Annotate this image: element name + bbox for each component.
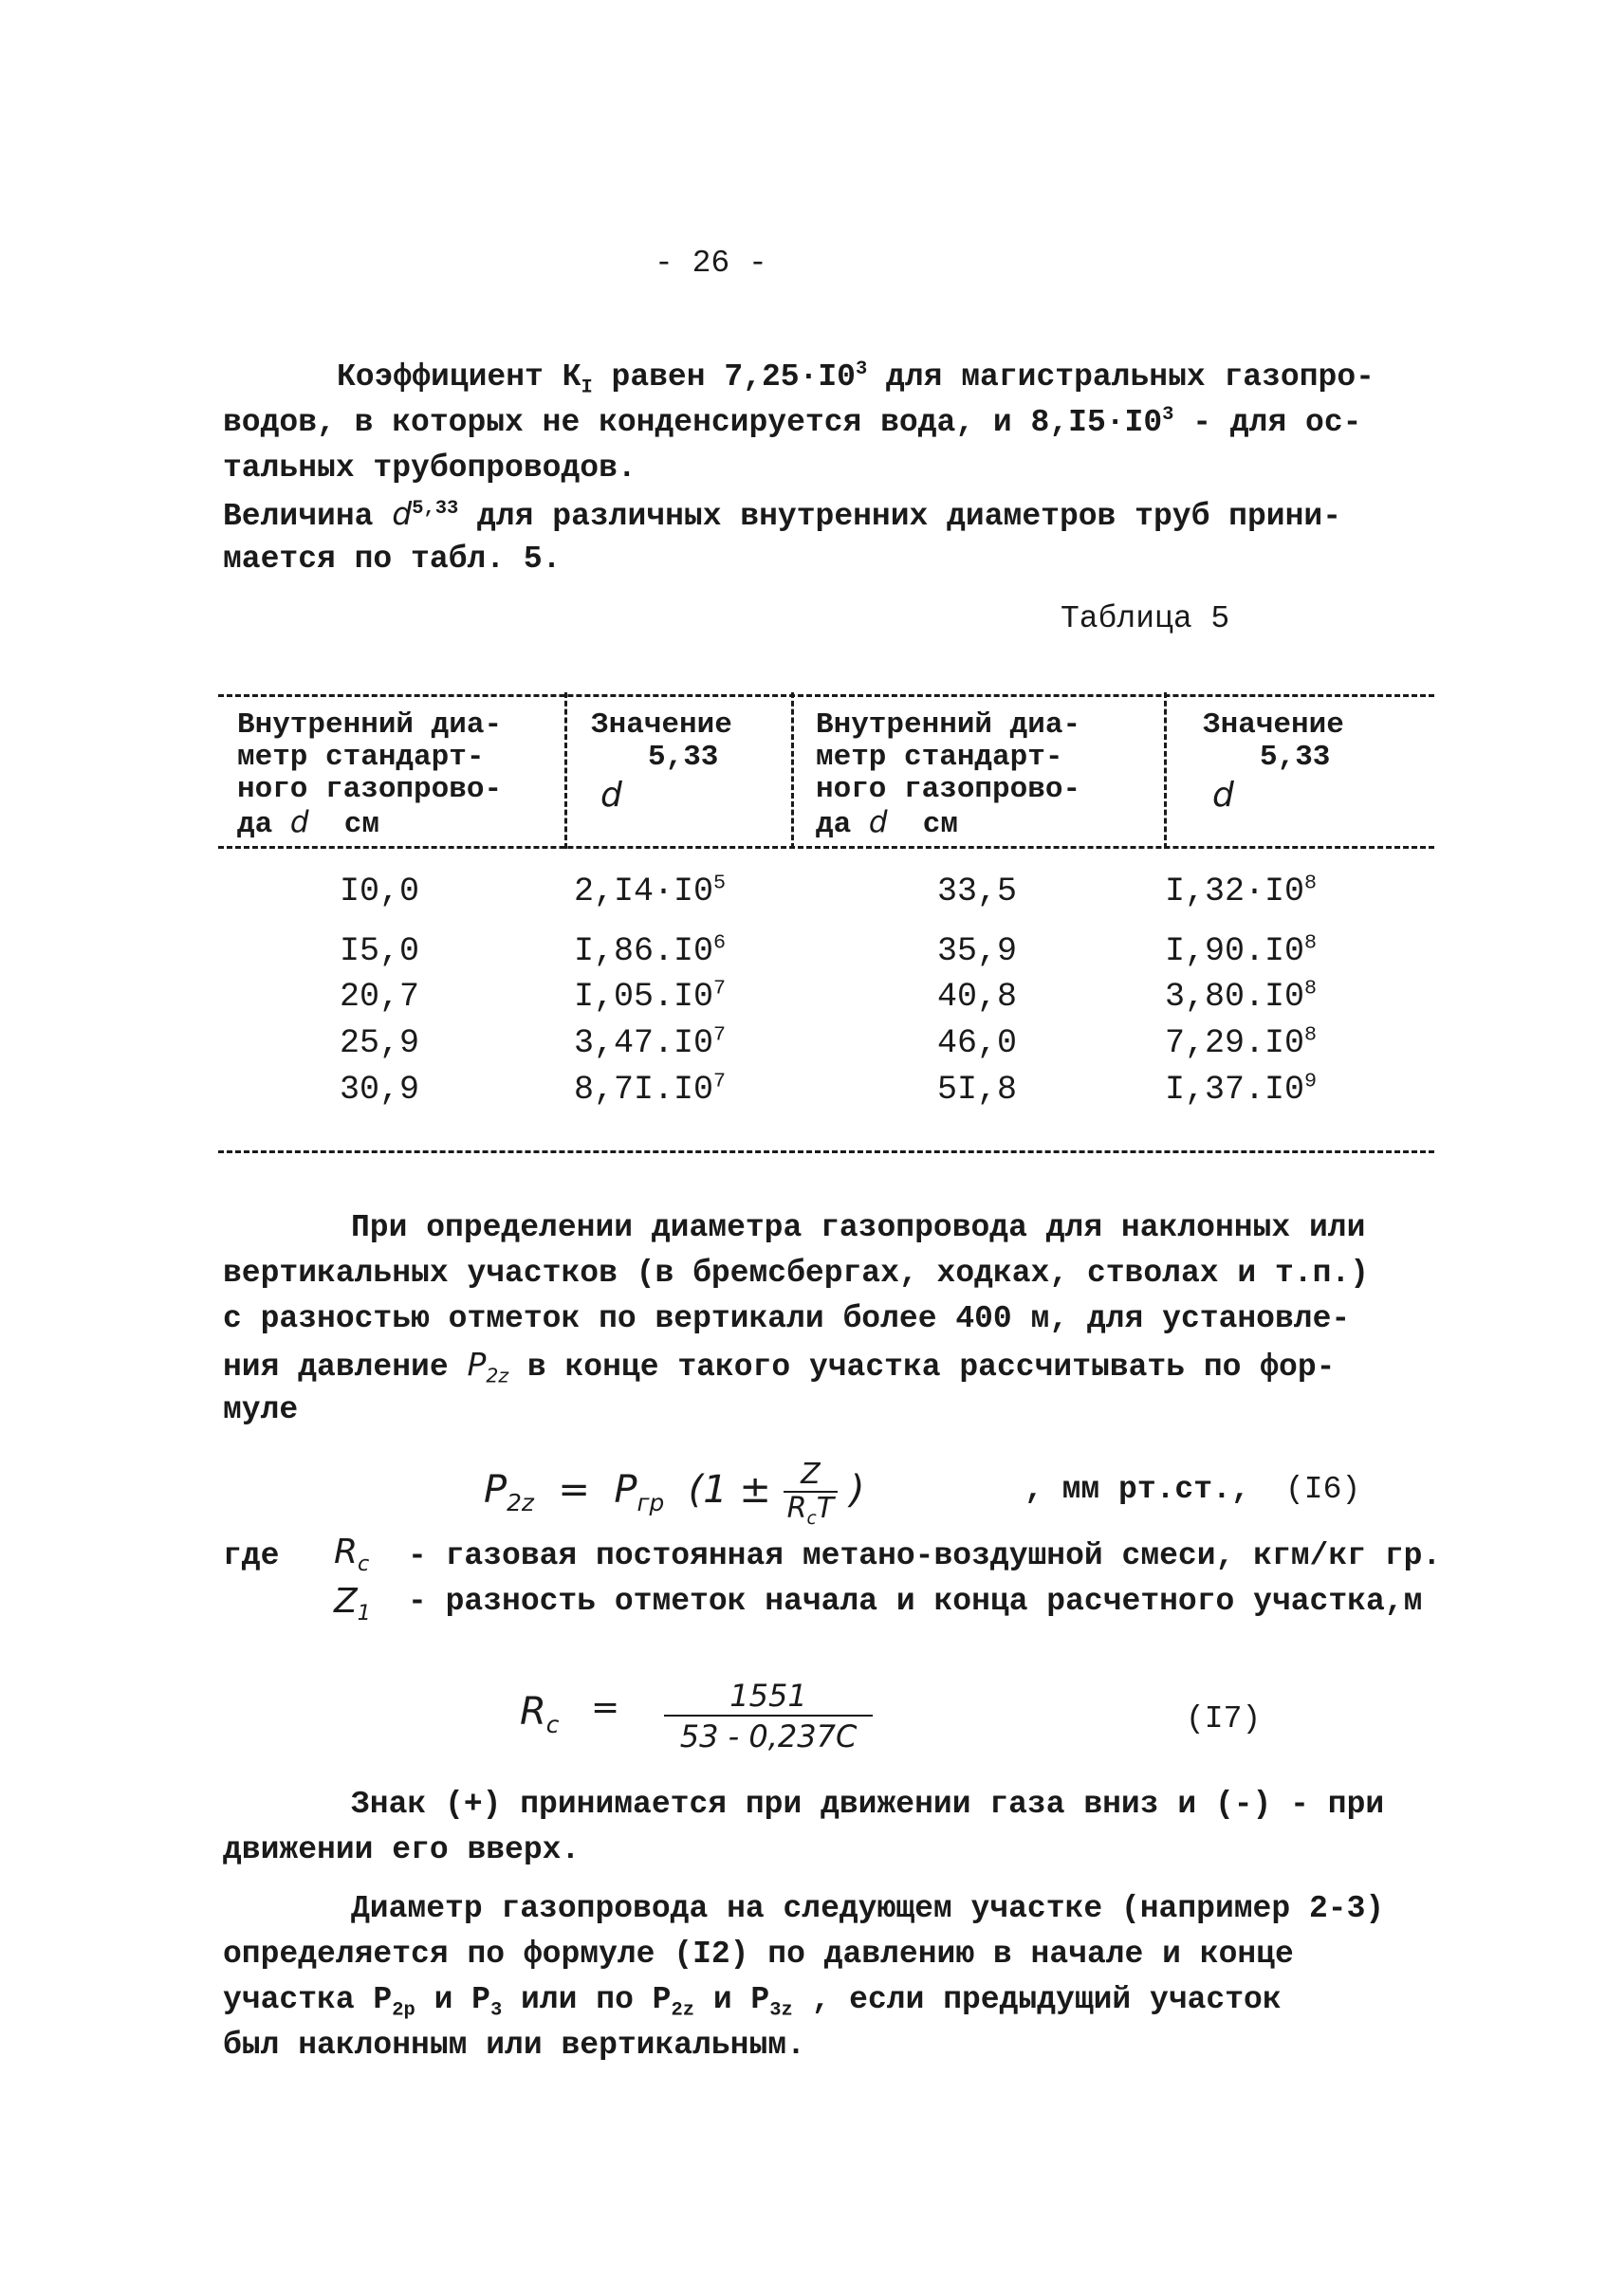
table-cell: I5,0 [339,932,419,970]
table-cell: $3,47.I0^7$ [574,1022,727,1062]
symbol: $R_c$ [334,1533,370,1577]
table-cell: $I,86.I0^6$ [574,930,727,970]
table-cell: $I,37.I0^9$ [1165,1069,1318,1109]
table-cell: $I,32\cdot I0^8$ [1165,871,1318,910]
table-header-cell: Внутренний диа- метр стандарт- ного газопрово- да d см [237,708,503,841]
table-bottom-rule [218,1150,1434,1153]
column-separator [791,692,794,849]
where-label: где [223,1538,280,1573]
formula-body: $P_{2z} = P_{гр}$ (1 ± $\frac{Z}{R_cT}$ ) [484,1458,865,1529]
table-header-cell: Значение 5,33 d [591,708,732,815]
formula-fraction: 1551 53 - 0,237C [664,1677,873,1756]
text-line: Коэффициент $К_I$ равен $7,25\cdot I0^3$ для магистральных газопро- [337,358,1375,399]
formula-number: (I6) [1285,1472,1361,1507]
table-cell: 25,9 [339,1024,419,1062]
table-cell: 40,8 [936,978,1017,1016]
formula-eq: = [591,1688,620,1727]
table-header-cell: Значение 5,33 d [1203,708,1344,815]
table-cell: $I,90.I0^8$ [1165,930,1318,970]
text-line: с разностью отметок по вертикали более 400 м, для установле- [223,1301,1351,1336]
text-line: определяется по формуле (I2) по давлению в начале и конце [223,1937,1294,1972]
text-line: водов, в которых не конденсируется вода, и $8,I5\cdot I0^3$ - для ос- [223,404,1362,440]
text-line: участка $P_{2p}$ и $P_3$ или по $P_{2z}$ и $P_{3z}$ , если предыдущий участок [223,1982,1282,2022]
table-cell: 46,0 [936,1024,1017,1062]
table-cell: 30,9 [339,1071,419,1109]
column-separator [1164,692,1167,849]
text-line: мается по табл. 5. [223,542,562,577]
formula-number: (I7) [1186,1701,1262,1736]
formula-lhs: $R_c$ [520,1690,560,1738]
symbol: $Z_1$ [334,1582,371,1626]
table-top-rule [218,694,1434,697]
table-cell: $2,I4\cdot I0^5$ [574,871,727,910]
formula-fraction: $\frac{Z}{R_cT}$ [784,1459,838,1525]
table-cell: 35,9 [936,932,1017,970]
text-line: ния давление $P_{2z}$ в конце такого участка рассчитывать по фор- [223,1346,1336,1387]
table-cell: I0,0 [339,872,419,910]
table-cell: 5I,8 [936,1071,1017,1109]
page-number: - 26 - [655,246,767,281]
table-cell: $7,29.I0^8$ [1165,1022,1318,1062]
text-line: был наклонным или вертикальным. [223,2028,805,2063]
table-header-rule [218,846,1434,849]
text-line: движении его вверх. [223,1832,581,1867]
table-cell: 20,7 [339,978,419,1016]
text-line: Диаметр газопровода на следующем участке (например 2-3) [351,1891,1385,1926]
table-cell: $3,80.I0^8$ [1165,976,1318,1016]
column-separator [564,692,567,849]
table-header-cell: Внутренний диа- метр стандарт- ного газопрово- да d см [816,708,1081,841]
table-caption: Таблица 5 [1061,601,1230,636]
table-cell: $I,05.I0^7$ [574,976,727,1016]
table-cell: $8,7I.I0^7$ [574,1069,727,1109]
text-line: муле [223,1392,299,1427]
text-line: тальных трубопроводов. [223,450,637,486]
text-line: Величина $d^{5,33}$ для различных внутренних диаметров труб прини- [223,495,1342,534]
text-line: Знак (+) принимается при движении газа вниз и (-) - при [351,1787,1385,1822]
text-line: При определении диаметра газопровода для наклонных или [351,1210,1366,1245]
table-cell: 33,5 [936,872,1017,910]
text-line: - разность отметок начала и конца расчетного участка,м [408,1584,1423,1619]
text-line: - газовая постоянная метано-воздушной смеси, кгм/кг гр. [408,1538,1442,1573]
formula-units: , мм рт.ст., [1024,1472,1250,1507]
text-line: вертикальных участков (в бремсбергах, ходках, стволах и т.п.) [223,1256,1369,1291]
